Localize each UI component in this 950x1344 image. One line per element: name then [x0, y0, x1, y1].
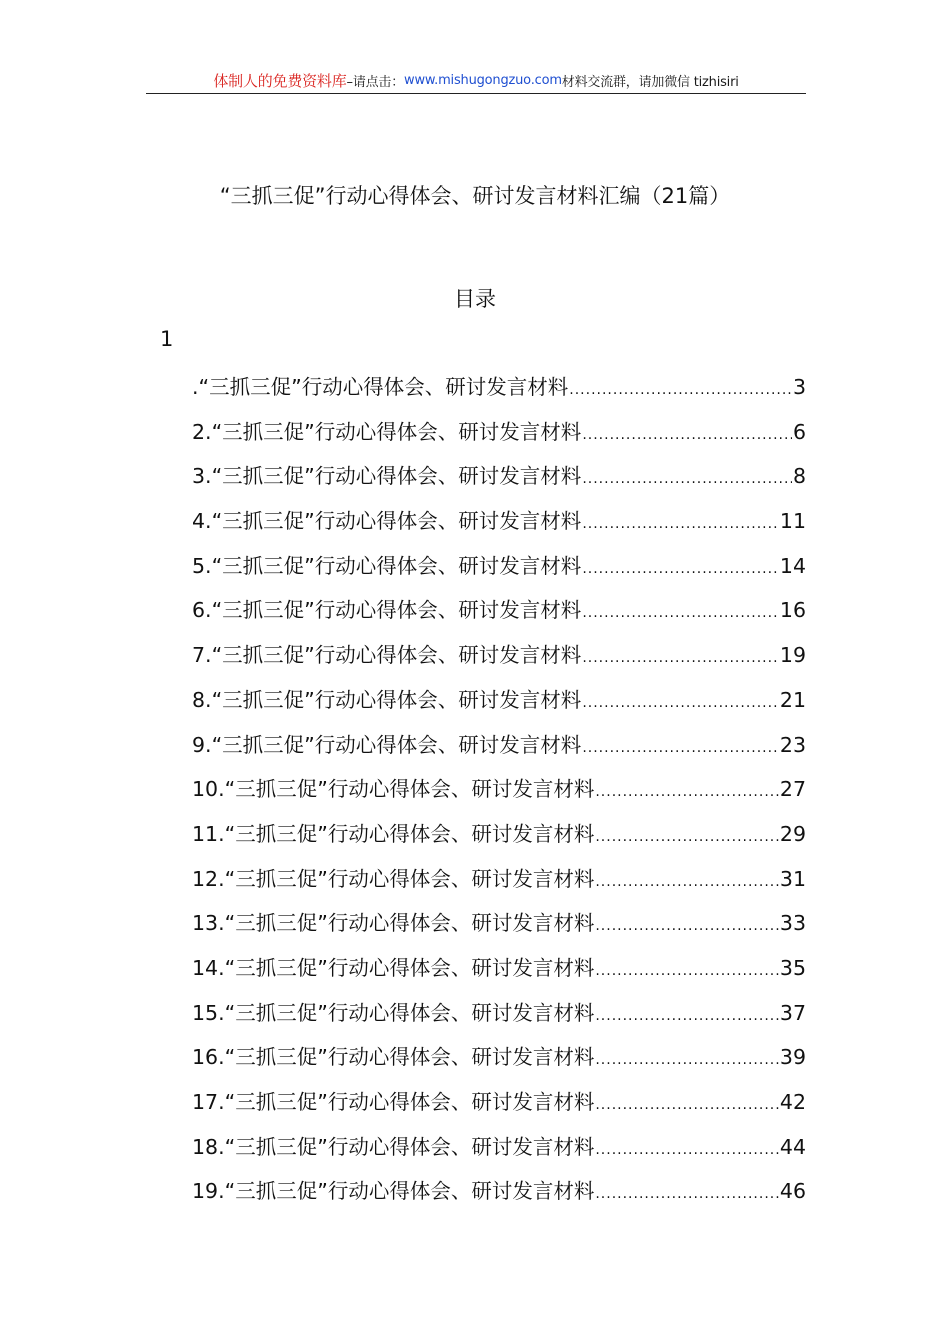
toc-entry-page: 23 [779, 732, 806, 757]
toc-dot-leader [582, 605, 779, 621]
toc-entry-title: “三抓三促”行动心得体会、研讨发言材料 [211, 598, 582, 623]
toc-entry[interactable] [192, 370, 806, 415]
toc-entry-number: 9. [192, 732, 212, 757]
document-title: “三抓三促”行动心得体会、研讨发言材料汇编（21篇） [219, 184, 731, 208]
table-of-contents [192, 370, 806, 1219]
toc-dot-leader [582, 650, 779, 666]
toc-entry[interactable] [192, 728, 806, 773]
toc-dot-leader [595, 918, 779, 934]
toc-dot-leader [582, 740, 779, 756]
toc-dot-leader [569, 382, 792, 398]
toc-entry-number: 10. [192, 777, 225, 802]
toc-entry-number: 3. [192, 464, 212, 489]
header-brand: 体制人的免费资料库 [213, 71, 347, 90]
toc-entry-number: 15. [192, 1000, 225, 1025]
toc-entry-page: 44 [779, 1134, 806, 1159]
toc-entry-number: 11. [192, 821, 225, 846]
toc-dot-leader [595, 1052, 779, 1068]
toc-entry-title: “三抓三促”行动心得体会、研讨发言材料 [224, 955, 595, 980]
toc-dot-leader [582, 427, 792, 443]
header-contact-note: 材料交流群，请加微信 tizhisiri [561, 74, 739, 90]
toc-dot-leader [595, 1097, 779, 1113]
toc-dot-leader [582, 471, 792, 487]
toc-entry-number: 6. [192, 598, 212, 623]
toc-entry[interactable] [192, 951, 806, 996]
toc-entry-page: 11 [779, 509, 806, 534]
toc-entry[interactable] [192, 772, 806, 817]
toc-entry-page: 46 [779, 1179, 806, 1204]
toc-entry[interactable] [192, 415, 806, 460]
toc-entry-title: “三抓三促”行动心得体会、研讨发言材料 [211, 643, 582, 668]
toc-entry-page: 27 [779, 777, 806, 802]
header-url-link[interactable]: www.mishugongzuo.com [404, 72, 562, 88]
header-separator: –请点击： [346, 74, 405, 90]
toc-entry[interactable] [192, 1174, 806, 1219]
toc-entry[interactable] [192, 996, 806, 1041]
toc-entry[interactable] [192, 817, 806, 862]
toc-entry-number: 8. [192, 687, 212, 712]
toc-entry-page: 35 [779, 955, 806, 980]
header-divider [146, 93, 806, 94]
toc-dot-leader [595, 784, 779, 800]
toc-entry[interactable] [192, 504, 806, 549]
toc-entry[interactable] [192, 549, 806, 594]
toc-dot-leader [595, 874, 779, 890]
toc-dot-leader [595, 1186, 779, 1202]
toc-dot-leader [595, 1008, 779, 1024]
toc-dot-leader [582, 561, 779, 577]
toc-section-number: 1 [160, 327, 174, 351]
toc-entry-title: “三抓三促”行动心得体会、研讨发言材料 [211, 732, 582, 757]
toc-entry[interactable] [192, 862, 806, 907]
toc-entry-title: “三抓三促”行动心得体会、研讨发言材料 [211, 464, 582, 489]
toc-entry-number: 5. [192, 553, 212, 578]
toc-dot-leader [595, 1142, 779, 1158]
toc-heading: 目录 [454, 287, 496, 311]
toc-entry-number: 4. [192, 509, 212, 534]
toc-entry-page: 33 [779, 911, 806, 936]
toc-entry-number: 12. [192, 866, 225, 891]
toc-entry-title: “三抓三促”行动心得体会、研讨发言材料 [224, 1045, 595, 1070]
toc-entry-title: “三抓三促”行动心得体会、研讨发言材料 [224, 777, 595, 802]
toc-entry[interactable] [192, 1130, 806, 1175]
toc-entry-title: “三抓三促”行动心得体会、研讨发言材料 [211, 509, 582, 534]
toc-dot-leader [582, 695, 779, 711]
toc-entry-page: 37 [779, 1000, 806, 1025]
toc-entry[interactable] [192, 593, 806, 638]
toc-entry[interactable] [192, 1085, 806, 1130]
toc-entry-page: 29 [779, 821, 806, 846]
toc-entry-page: 14 [779, 553, 806, 578]
toc-entry[interactable] [192, 906, 806, 951]
toc-dot-leader [595, 963, 779, 979]
toc-entry[interactable] [192, 638, 806, 683]
toc-entry-page: 39 [779, 1045, 806, 1070]
toc-entry-number: 2. [192, 419, 212, 444]
toc-entry-number: 19. [192, 1179, 225, 1204]
toc-entry-number: 14. [192, 955, 225, 980]
toc-entry-number: 7. [192, 643, 212, 668]
toc-entry-number: 16. [192, 1045, 225, 1070]
toc-entry-title: “三抓三促”行动心得体会、研讨发言材料 [224, 821, 595, 846]
toc-entry-page: 8 [792, 464, 806, 489]
toc-entry-number: . [192, 375, 199, 399]
toc-entry-number: 18. [192, 1134, 225, 1159]
toc-entry-page: 21 [779, 687, 806, 712]
toc-entry-title: “三抓三促”行动心得体会、研讨发言材料 [198, 375, 569, 399]
toc-entry-page: 42 [779, 1090, 806, 1114]
toc-dot-leader [582, 516, 779, 532]
toc-entry[interactable] [192, 1040, 806, 1085]
toc-entry[interactable] [192, 683, 806, 728]
toc-entry-page: 16 [779, 598, 806, 623]
toc-dot-leader [595, 829, 779, 845]
toc-entry-title: “三抓三促”行动心得体会、研讨发言材料 [211, 419, 582, 444]
toc-entry-title: “三抓三促”行动心得体会、研讨发言材料 [211, 687, 582, 712]
toc-entry-title: “三抓三促”行动心得体会、研讨发言材料 [224, 1000, 595, 1025]
toc-entry-title: “三抓三促”行动心得体会、研讨发言材料 [211, 553, 582, 578]
toc-entry-title: “三抓三促”行动心得体会、研讨发言材料 [224, 1090, 595, 1114]
toc-entry-page: 31 [779, 866, 806, 891]
toc-entry-page: 3 [792, 375, 806, 399]
toc-entry-page: 19 [779, 643, 806, 668]
toc-entry-number: 17. [192, 1090, 225, 1114]
toc-entry-title: “三抓三促”行动心得体会、研讨发言材料 [224, 1179, 595, 1204]
toc-entry-title: “三抓三促”行动心得体会、研讨发言材料 [224, 911, 595, 936]
toc-entry-title: “三抓三促”行动心得体会、研讨发言材料 [224, 1134, 595, 1159]
toc-entry-number: 13. [192, 911, 225, 936]
toc-entry-title: “三抓三促”行动心得体会、研讨发言材料 [224, 866, 595, 891]
toc-entry-page: 6 [792, 419, 806, 444]
page-header [146, 68, 806, 92]
toc-entry[interactable] [192, 459, 806, 504]
